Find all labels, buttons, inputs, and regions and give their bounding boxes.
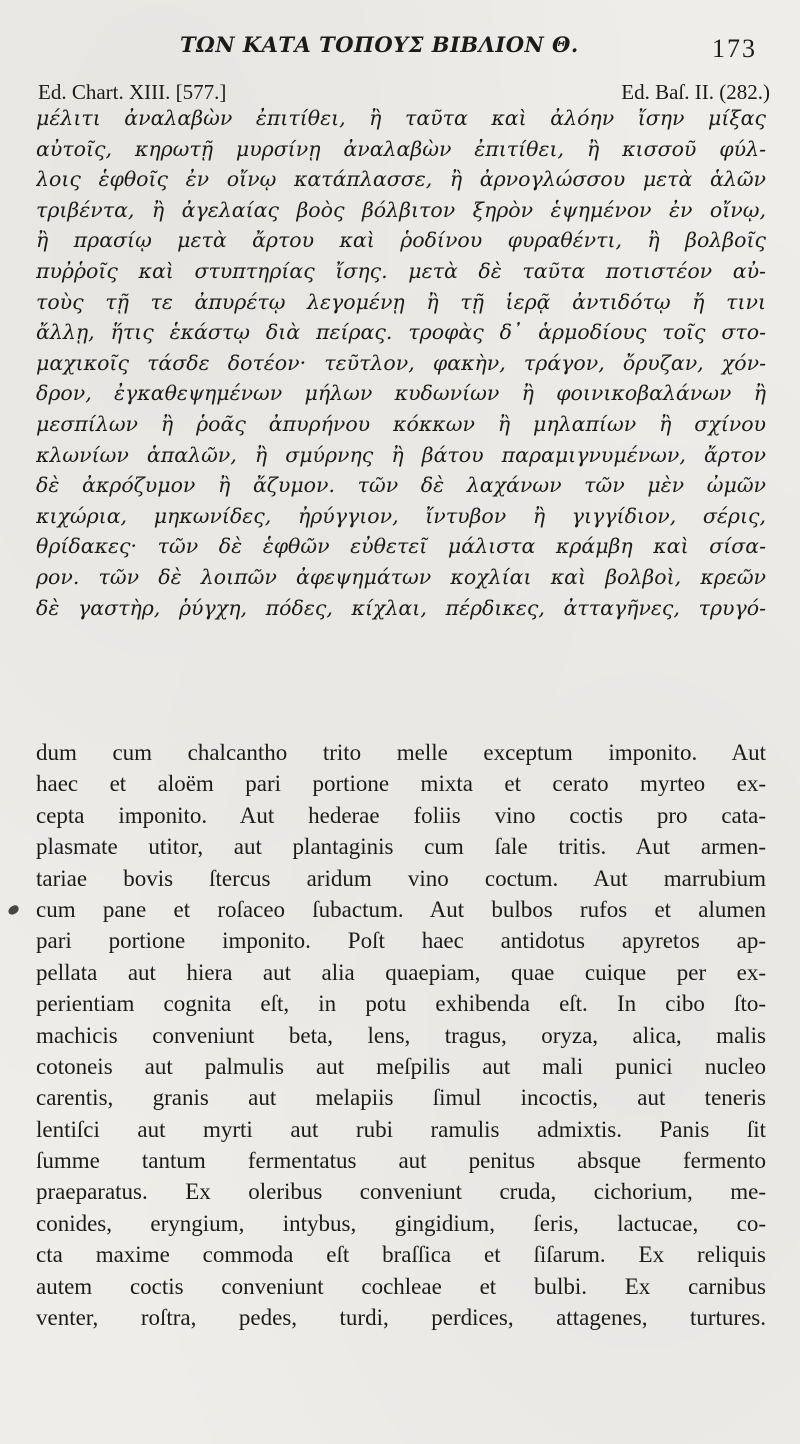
greek-text-line: τριβέντα, ἢ ἀγελαίας βοὸς βόλβιτον ξηρὸν ἑψημένον ἐν οἴνῳ,	[36, 197, 766, 222]
ink-blot	[7, 904, 20, 916]
latin-text-line: machicis conveniunt beta, lens, tragus, oryza, alica, malis	[36, 1022, 766, 1048]
latin-text-line: cum pane et roſaceo ſubactum. Aut bulbos rufos et alumen	[36, 896, 766, 922]
latin-text-line: perientiam cognita eſt, in potu exhibenda eſt. In cibo ſto-	[36, 991, 766, 1017]
latin-text-line: cta maxime commoda eſt braſſica et ſiſarum. Ex reliquis	[36, 1242, 766, 1268]
latin-text-line: conides, eryngium, intybus, gingidium, ſeris, lactucae, co-	[36, 1210, 766, 1236]
page-number: 173	[712, 34, 757, 63]
latin-text-line: tariae bovis ſtercus aridum vino coctum. Aut marrubium	[36, 865, 766, 891]
greek-text-line: κλωνίων ἁπαλῶν, ἢ σμύρνης ἢ βάτου παραμιγνυμένων, ἄρτον	[36, 442, 766, 467]
edition-reference-chartier: Ed. Chart. XIII. [577.]	[38, 80, 227, 104]
latin-text-line: haec et aloëm pari portione mixta et cerato myrteo ex-	[36, 771, 766, 797]
greek-text-line: ἢ πρασίῳ μετὰ ἄρτου καὶ ῥοδίνου φυραθέντι, ἢ βολβοῖς	[36, 228, 766, 253]
running-head	[0, 28, 800, 68]
greek-text-line: κιχώρια, μηκωνίδες, ἠρύγγιον, ἴντυβον ἢ γιγγίδιον, σέρις,	[36, 503, 766, 528]
latin-text-line: lentiſci aut myrti aut rubi ramulis admixtis. Panis ſit	[36, 1116, 766, 1142]
latin-text-line: ſumme tantum fermentatus aut penitus absque fermento	[36, 1148, 766, 1174]
latin-text-line: carentis, granis aut melapiis ſimul incoctis, aut teneris	[36, 1085, 766, 1111]
greek-text-line: πυῤῥοῖς καὶ στυπτηρίας ἴσης. μετὰ δὲ ταῦτα ποτιστέον αὐ-	[36, 258, 766, 283]
latin-text-line: autem coctis conveniunt cochleae et bulbi. Ex carnibus	[36, 1273, 766, 1299]
latin-text-block	[36, 737, 766, 1333]
greek-text-line: τοὺς τῇ τε ἀπυρέτῳ λεγομένῃ ἢ τῇ ἱερᾷ ἀντιδότῳ ἤ τινι	[36, 289, 766, 314]
running-title: ΤΩΝ ΚΑΤΑ ΤΟΠΟΥΣ ΒΙΒΛΙΟΝ Θ.	[180, 32, 579, 57]
latin-text-line: pellata aut hiera aut alia quaepiam, quae cuique per ex-	[36, 959, 766, 985]
greek-text-line: ρον. τῶν δὲ λοιπῶν ἀφεψημάτων κοχλίαι καὶ βολβοὶ, κρεῶν	[36, 564, 766, 589]
edition-reference-basel: Ed. Baſ. II. (282.)	[621, 80, 770, 104]
greek-text-line: λοις ἑφθοῖς ἐν οἴνῳ κατάπλασσε, ἢ ἀρνογλώσσου μετὰ ἁλῶν	[36, 167, 766, 192]
greek-text-line: αὐτοῖς, κηρωτῇ μυρσίνῃ ἀναλαβὼν ἐπιτίθει, ἢ κισσοῦ φύλ-	[36, 136, 766, 161]
greek-text-line: δὲ ἀκρόζυμον ἢ ἄζυμον. τῶν δὲ λαχάνων τῶν μὲν ὠμῶν	[36, 473, 766, 498]
latin-text-line: pari portione imponito. Poſt haec antidotus apyretos ap-	[36, 928, 766, 954]
latin-text-line: cepta imponito. Aut hederae foliis vino coctis pro cata-	[36, 802, 766, 828]
latin-text-line: dum cum chalcantho trito melle exceptum imponito. Aut	[36, 740, 766, 765]
greek-text-block	[36, 103, 766, 623]
greek-text-line: μεσπίλων ἢ ῥοᾶς ἀπυρήνου κόκκων ἢ μηλαπίων ἢ σχίνου	[36, 411, 766, 436]
latin-text-line: cotoneis aut palmulis aut meſpilis aut mali punici nucleo	[36, 1053, 766, 1079]
greek-text-line: δρον, ἐγκαθεψημένων μήλων κυδωνίων ἢ φοινικοβαλάνων ἢ	[36, 381, 766, 406]
latin-text-line: venter, roſtra, pedes, turdi, perdices, attagenes, turtures.	[36, 1305, 766, 1331]
latin-text-line: plasmate utitor, aut plantaginis cum ſale tritis. Aut armen-	[36, 834, 766, 860]
greek-text-line: δὲ γαστὴρ, ῥύγχη, πόδες, κίχλαι, πέρδικες, ἀτταγῆνες, τρυγό-	[36, 595, 766, 620]
greek-text-line: μαχικοῖς τάσδε δοτέον· τεῦτλον, φακὴν, τράγον, ὄρυζαν, χόν-	[36, 350, 766, 375]
greek-text-line: θρίδακες· τῶν δὲ ἑφθῶν εὐθετεῖ μάλιστα κράμβη καὶ σίσα-	[36, 534, 766, 559]
greek-text-line: μέλιτι ἀναλαβὼν ἐπιτίθει, ἢ ταῦτα καὶ ἀλόην ἴσην μίξας	[36, 106, 766, 130]
greek-text-line: ἄλλῃ, ἥτις ἑκάστῳ διὰ πείρας. τροφὰς δ᾽ ἁρμοδίους τοῖς στο-	[36, 320, 766, 345]
latin-text-line: praeparatus. Ex oleribus conveniunt cruda, cichorium, me-	[36, 1179, 766, 1205]
